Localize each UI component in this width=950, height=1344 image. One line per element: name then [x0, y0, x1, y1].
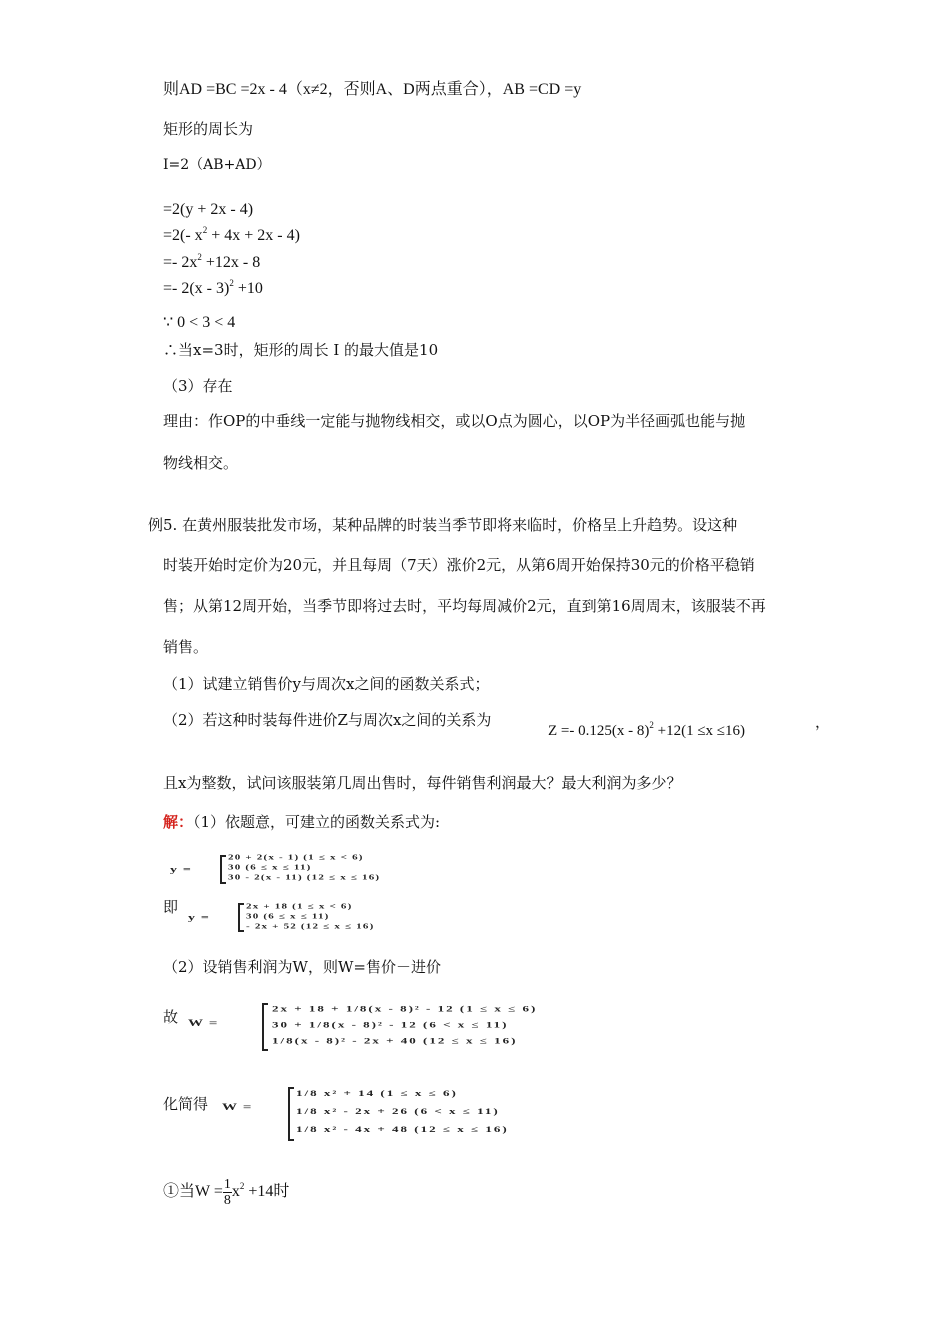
piecewise-w2-lhs: W = [222, 1102, 253, 1113]
because-line: ∵ 0 < 3 < 4 [163, 314, 236, 331]
reason-line-2: 物线相交。 [163, 454, 239, 472]
piecewise-y2-row-1: 2x + 18 (1 ≤ x < 6) [246, 903, 353, 911]
solution-label: 解： [163, 813, 194, 831]
example5-line-3: 售；从第12周开始，当季节即将过去时，平均每周减价2元，直到第16周周末，该服装不再 [163, 597, 766, 615]
ji-label: 即 [163, 898, 179, 916]
question-2: （2）若这种时装每件进价Z与周次x之间的关系为 [163, 711, 492, 729]
solution-line-1: 解：（1）依题意，可建立的函数关系式为: [163, 813, 441, 831]
example5-line-1: 例5. 在黄州服装批发市场，某种品牌的时装当季节即将来临时，价格呈上升趋势。设这种 [148, 516, 738, 534]
piecewise-w1-row-3: 1/8(x - 8)² - 2x + 40 (12 ≤ x ≤ 16) [272, 1036, 518, 1046]
huajian-label: 化简得 [163, 1095, 209, 1113]
case-1-line: ①当W = $\frac{1}{8}$ $x^2 +14$时 [163, 1176, 290, 1208]
piecewise-y1-row-3: 30 - 2(x - 11) (12 ≤ x ≤ 16) [228, 874, 381, 882]
question-1: （1）试建立销售价y与周次x之间的函数关系式； [163, 675, 490, 693]
line-ad-bc: 则AD =BC =2x - 4（x≠2，否则A、D两点重合），AB =CD =y [163, 81, 582, 98]
piecewise-y1-row-1: 20 + 2(x - 1) (1 ≤ x < 6) [228, 854, 364, 862]
math-step-4: =- 2(x - 3)$^2$ +10 [163, 278, 263, 297]
piecewise-y1-row-2: 30 (6 ≤ x ≤ 11) [228, 864, 312, 872]
therefore-line: ∴当x=3时，矩形的周长 I 的最大值是10 [163, 341, 439, 359]
math-step-1: =2(y + 2x - 4) [163, 201, 254, 218]
gu-label: 故 [163, 1008, 179, 1026]
piecewise-w1-brace [262, 1003, 268, 1051]
part3-line: （3）存在 [163, 377, 233, 395]
line-perimeter-label: 矩形的周长为 [163, 120, 254, 138]
math-step-3: =- $2x^2 +12x - 8$ [163, 252, 261, 271]
piecewise-y2-row-3: - 2x + 52 (12 ≤ x ≤ 16) [246, 923, 375, 931]
question-2-comma: ， [815, 713, 831, 731]
piecewise-w1-row-1: 2x + 18 + 1/8(x - 8)² - 12 (1 ≤ x ≤ 6) [272, 1004, 538, 1014]
example5-line-4: 销售。 [163, 638, 209, 656]
piecewise-y2-lhs: y = [188, 913, 211, 923]
piecewise-w2-row-3: 1/8 x² - 4x + 48 (12 ≤ x ≤ 16) [296, 1124, 509, 1134]
piecewise-w1-row-2: 30 + 1/8(x - 8)² - 12 (6 < x ≤ 11) [272, 1020, 509, 1030]
question-2-formula: Z =- 0.125(x - 8)$^2$ +12(1 ≤x ≤16) [548, 720, 746, 739]
reason-line-1: 理由：作OP的中垂线一定能与抛物线相交，或以O点为圆心，以OP为半径画弧也能与抛 [163, 412, 746, 430]
example5-line-2: 时装开始时定价为20元，并且每周（7天）涨价2元，从第6周开始保持30元的价格平稳销 [163, 556, 755, 574]
piecewise-y2-brace [238, 903, 244, 932]
piecewise-y2-row-2: 30 (6 ≤ x ≤ 11) [246, 913, 330, 921]
question-3: 且x为整数，试问该服装第几周出售时，每件销售利润最大？最大利润为多少？ [163, 774, 682, 792]
piecewise-y1-brace [220, 855, 226, 884]
piecewise-w2-brace [288, 1087, 294, 1141]
part2-line: （2）设销售利润为W，则W=售价－进价 [163, 958, 441, 976]
piecewise-w1-lhs: W = [188, 1018, 219, 1029]
piecewise-y1-lhs: y = [170, 865, 193, 875]
math-step-2: =2(- $x^2 + 4x + 2x - 4$) [163, 225, 300, 244]
fraction-one-eighth: $\frac{1}{8}$ [223, 1176, 231, 1208]
piecewise-w2-row-1: 1/8 x² + 14 (1 ≤ x ≤ 6) [296, 1088, 458, 1098]
line-perimeter-formula: I=2（AB+AD） [163, 157, 271, 173]
piecewise-w2-row-2: 1/8 x² - 2x + 26 (6 < x ≤ 11) [296, 1106, 500, 1116]
